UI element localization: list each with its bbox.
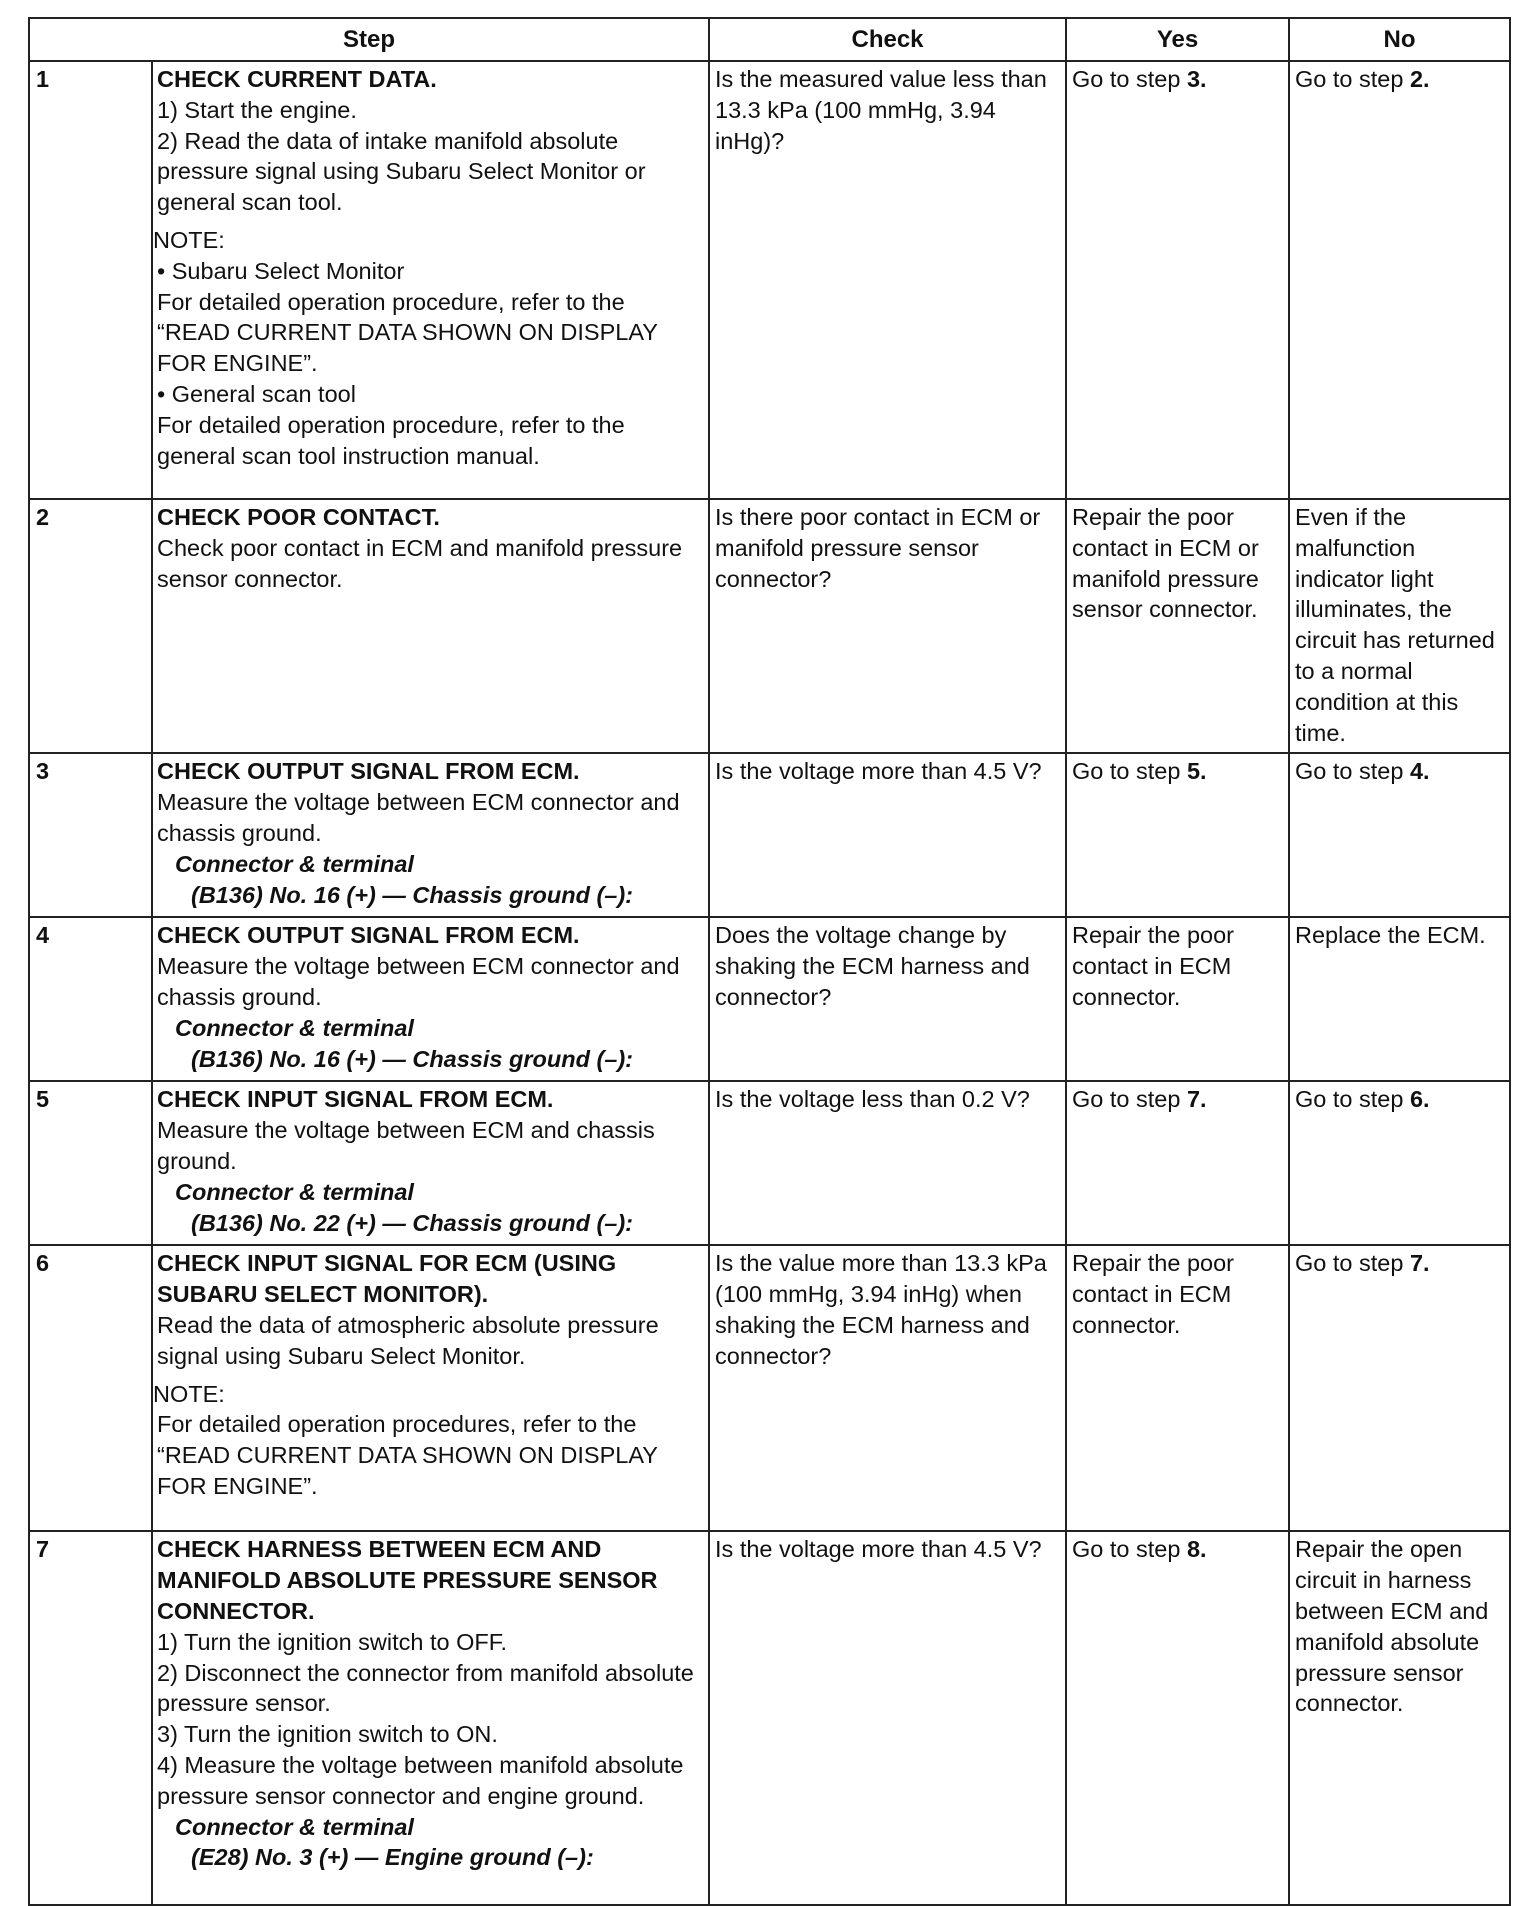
yes-text: Go to step <box>1072 1086 1187 1113</box>
note-line: For detailed operation procedure, refer to the general scan tool instruction manual. <box>157 411 625 469</box>
yes-text: Repair the poor contact in ECM connector. <box>1072 922 1235 1010</box>
yes-step-number: 8. <box>1186 1536 1207 1563</box>
diagnostic-table <box>28 17 1511 1906</box>
yes-step-number: 5. <box>1186 758 1207 785</box>
no-step-number: 4. <box>1409 758 1430 785</box>
step-instruction: Check poor contact in ECM and manifold pressure sensor connector. <box>157 534 683 592</box>
check-cell <box>709 499 1066 753</box>
no-cell <box>1289 1081 1510 1245</box>
yes-step-number: 3. <box>1186 66 1207 92</box>
step-title: CHECK CURRENT DATA. <box>157 66 437 92</box>
header-row <box>29 18 1510 61</box>
step-instruction: 1) Start the engine. <box>157 96 357 123</box>
note-label: NOTE: <box>153 1380 225 1407</box>
no-step-number: 6. <box>1409 1086 1430 1113</box>
step-cell <box>152 917 709 1081</box>
no-cell <box>1289 499 1510 753</box>
check-text: Is the voltage more than 4.5 V? <box>715 1536 1042 1563</box>
note-line: For detailed operation procedure, refer to the “READ CURRENT DATA SHOWN ON DISPLAY FOR ENGINE”. <box>157 288 658 377</box>
note-line: For detailed operation procedures, refer to the “READ CURRENT DATA SHOWN ON DISPLAY FOR ENGINE”. <box>157 1411 658 1499</box>
step-number: 3 <box>29 753 152 917</box>
step-cell <box>152 499 709 753</box>
step-cell <box>152 1531 709 1905</box>
header-yes: Yes <box>1066 18 1289 61</box>
yes-text: Repair the poor contact in ECM connector. <box>1072 1250 1235 1338</box>
yes-cell <box>1066 753 1289 917</box>
check-cell <box>709 1245 1066 1531</box>
yes-text: Repair the poor contact in ECM or manifold pressure sensor connector. <box>1072 504 1259 623</box>
no-cell <box>1289 1531 1510 1905</box>
step-number: 1 <box>29 61 152 499</box>
no-text: Even if the malfunction indicator light illuminates, the circuit has returned to a normal condition at this time. <box>1295 504 1495 746</box>
table-row <box>29 1081 1510 1245</box>
yes-step-number: 7. <box>1186 1086 1207 1113</box>
connector-terminal: (B136) No. 16 (+) — Chassis ground (–): <box>191 881 634 908</box>
step-instruction: 3) Turn the ignition switch to ON. <box>157 1721 498 1748</box>
header-no: No <box>1289 18 1510 61</box>
table-row <box>29 1531 1510 1905</box>
check-cell <box>709 917 1066 1081</box>
header-step: Step <box>29 18 709 61</box>
check-cell <box>709 753 1066 917</box>
no-cell <box>1289 917 1510 1081</box>
step-instruction: 2) Disconnect the connector from manifold absolute pressure sensor. <box>157 1659 694 1717</box>
yes-cell <box>1066 499 1289 753</box>
yes-cell <box>1066 1081 1289 1245</box>
step-instruction: Measure the voltage between ECM connector and chassis ground. <box>157 789 680 846</box>
step-number: 7 <box>29 1531 152 1905</box>
no-cell <box>1289 753 1510 917</box>
header-check: Check <box>709 18 1066 61</box>
table-row <box>29 61 1510 499</box>
note-label: NOTE: <box>153 226 225 253</box>
step-title: CHECK POOR CONTACT. <box>157 504 440 530</box>
no-text: Repair the open circuit in harness between ECM and manifold absolute pressure sensor connector. <box>1295 1536 1489 1717</box>
step-cell <box>152 1245 709 1531</box>
note-line: • Subaru Select Monitor <box>157 257 405 284</box>
step-title: CHECK INPUT SIGNAL FROM ECM. <box>157 1086 554 1113</box>
no-text: Go to step <box>1295 1250 1410 1277</box>
check-text: Is the measured value less than 13.3 kPa (100 mmHg, 3.94 inHg)? <box>715 66 1047 154</box>
step-cell <box>152 1081 709 1245</box>
connector-label: Connector & terminal <box>175 850 414 877</box>
step-instruction: Measure the voltage between ECM connector and chassis ground. <box>157 953 680 1010</box>
yes-text: Go to step <box>1072 66 1187 92</box>
step-title: CHECK OUTPUT SIGNAL FROM ECM. <box>157 922 580 949</box>
step-number: 4 <box>29 917 152 1081</box>
table-row <box>29 753 1510 917</box>
step-instruction: 4) Measure the voltage between manifold absolute pressure sensor connector and engine ground. <box>157 1751 684 1809</box>
no-text: Replace the ECM. <box>1295 922 1486 949</box>
step-title: CHECK OUTPUT SIGNAL FROM ECM. <box>157 758 580 785</box>
no-step-number: 7. <box>1409 1250 1430 1277</box>
check-text: Is the value more than 13.3 kPa (100 mmHg, 3.94 inHg) when shaking the ECM harness and connector? <box>715 1250 1047 1369</box>
check-cell <box>709 1081 1066 1245</box>
no-cell <box>1289 61 1510 499</box>
check-cell <box>709 1531 1066 1905</box>
step-title: CHECK HARNESS BETWEEN ECM AND MANIFOLD ABSOLUTE PRESSURE SENSOR CONNECTOR. <box>157 1536 658 1624</box>
connector-label: Connector & terminal <box>175 1014 414 1041</box>
step-instruction: 1) Turn the ignition switch to OFF. <box>157 1628 508 1655</box>
step-title: CHECK INPUT SIGNAL FOR ECM (USING SUBARU SELECT MONITOR). <box>157 1250 617 1308</box>
connector-terminal: (B136) No. 22 (+) — Chassis ground (–): <box>191 1209 634 1236</box>
yes-cell <box>1066 917 1289 1081</box>
table-row <box>29 1245 1510 1531</box>
yes-cell <box>1066 61 1289 499</box>
connector-terminal: (E28) No. 3 (+) — Engine ground (–): <box>191 1844 594 1871</box>
check-text: Is the voltage less than 0.2 V? <box>715 1086 1030 1113</box>
yes-text: Go to step <box>1072 758 1187 785</box>
check-text: Is there poor contact in ECM or manifold pressure sensor connector? <box>715 504 1041 592</box>
check-text: Is the voltage more than 4.5 V? <box>715 758 1042 785</box>
step-instruction: Read the data of atmospheric absolute pressure signal using Subaru Select Monitor. <box>157 1311 659 1369</box>
step-instruction: Measure the voltage between ECM and chassis ground. <box>157 1117 655 1174</box>
no-text: Go to step <box>1295 66 1410 92</box>
check-text: Does the voltage change by shaking the ECM harness and connector? <box>715 922 1030 1010</box>
note-line: • General scan tool <box>157 380 356 407</box>
no-step-number: 2. <box>1409 66 1430 92</box>
no-text: Go to step <box>1295 1086 1410 1113</box>
yes-cell <box>1066 1245 1289 1531</box>
step-cell <box>152 61 709 499</box>
no-cell <box>1289 1245 1510 1531</box>
connector-label: Connector & terminal <box>175 1178 414 1205</box>
connector-label: Connector & terminal <box>175 1813 414 1840</box>
no-text: Go to step <box>1295 758 1410 785</box>
step-cell <box>152 753 709 917</box>
step-number: 2 <box>29 499 152 753</box>
yes-text: Go to step <box>1072 1536 1187 1563</box>
check-cell <box>709 61 1066 499</box>
table-row <box>29 499 1510 753</box>
step-number: 6 <box>29 1245 152 1531</box>
step-instruction: 2) Read the data of intake manifold absolute pressure signal using Subaru Select Monitor or general scan tool. <box>157 127 646 216</box>
table-row <box>29 917 1510 1081</box>
yes-cell <box>1066 1531 1289 1905</box>
step-number: 5 <box>29 1081 152 1245</box>
connector-terminal: (B136) No. 16 (+) — Chassis ground (–): <box>191 1045 634 1072</box>
